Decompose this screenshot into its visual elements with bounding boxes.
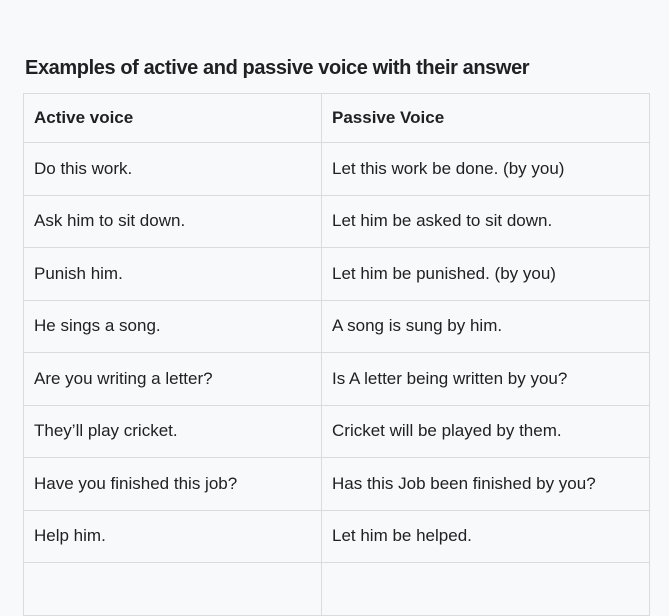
active-voice-cell: Punish him. xyxy=(24,248,322,301)
passive-voice-cell: Is A letter being written by you? xyxy=(322,353,650,406)
table-row xyxy=(24,353,650,406)
header-row xyxy=(24,94,650,143)
table-row xyxy=(24,405,650,458)
passive-voice-cell: Let him be punished. (by you) xyxy=(322,248,650,301)
passive-voice-cell xyxy=(322,563,650,616)
passive-voice-cell: Let this work be done. (by you) xyxy=(322,143,650,196)
active-voice-cell: They’ll play cricket. xyxy=(24,405,322,458)
table-row xyxy=(24,195,650,248)
voice-examples-table xyxy=(23,93,650,616)
active-voice-cell: Have you finished this job? xyxy=(24,458,322,511)
active-voice-cell: Help him. xyxy=(24,510,322,563)
active-voice-cell: Are you writing a letter? xyxy=(24,353,322,406)
table-row xyxy=(24,563,650,616)
table-row xyxy=(24,300,650,353)
column-header-passive-voice: Passive Voice xyxy=(322,94,650,143)
table-row xyxy=(24,510,650,563)
passive-voice-cell: Let him be helped. xyxy=(322,510,650,563)
active-voice-cell xyxy=(24,563,322,616)
table-body xyxy=(24,143,650,616)
table-row xyxy=(24,458,650,511)
passive-voice-cell: Let him be asked to sit down. xyxy=(322,195,650,248)
table-row xyxy=(24,143,650,196)
table-row xyxy=(24,248,650,301)
passive-voice-cell: A song is sung by him. xyxy=(322,300,650,353)
column-header-active-voice: Active voice xyxy=(24,94,322,143)
active-voice-cell: Ask him to sit down. xyxy=(24,195,322,248)
page-title: Examples of active and passive voice with their answer xyxy=(25,56,530,79)
active-voice-cell: Do this work. xyxy=(24,143,322,196)
active-voice-cell: He sings a song. xyxy=(24,300,322,353)
passive-voice-cell: Has this Job been finished by you? xyxy=(322,458,650,511)
passive-voice-cell: Cricket will be played by them. xyxy=(322,405,650,458)
table-header xyxy=(24,94,650,143)
